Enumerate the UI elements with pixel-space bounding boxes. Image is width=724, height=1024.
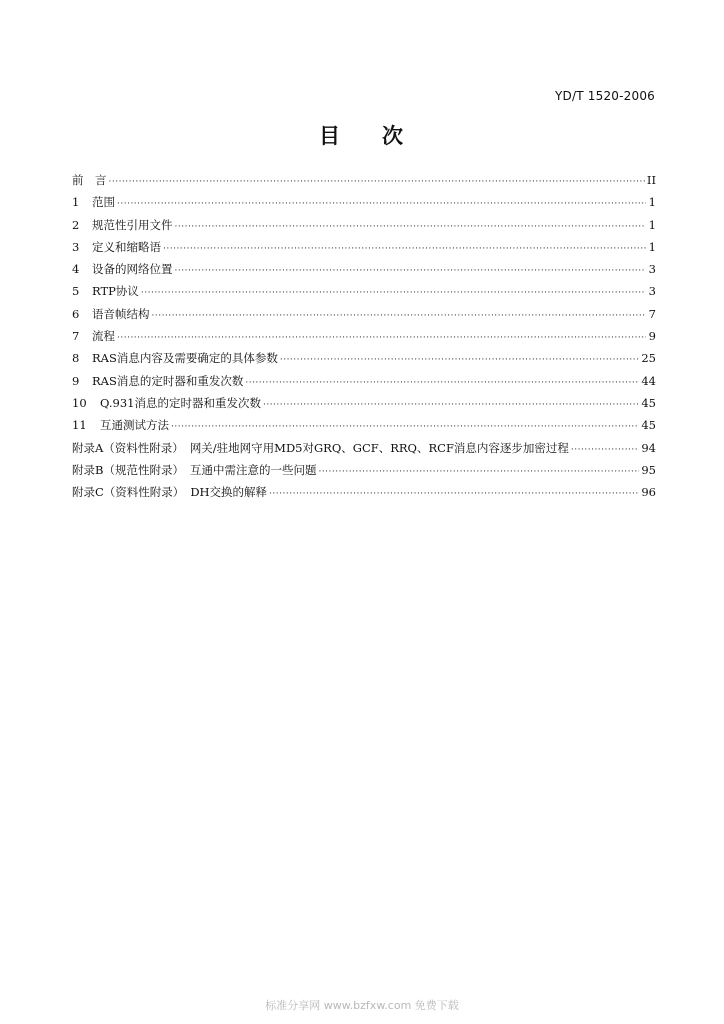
toc-entry-title: 语音帧结构 [92,306,150,321]
table-of-contents [72,172,656,506]
toc-entry-number: 2 [72,217,80,232]
toc-entry-9[interactable] [72,373,656,395]
toc-entry-page: 1 [648,239,656,254]
toc-entry-title: RAS消息的定时器和重发次数 [92,373,244,388]
toc-entry-title: 互通测试方法 [100,418,169,433]
toc-entry-page: II [646,173,656,187]
toc-entry-title: 定义和缩略语 [92,239,161,254]
dot-leader [263,400,639,410]
toc-entry-6[interactable] [72,306,656,328]
toc-entry-page: 9 [648,329,656,344]
toc-entry-preface[interactable] [72,172,656,194]
toc-entry-title: RTP协议 [92,284,139,299]
dot-leader [280,355,640,365]
toc-entry-title: 流程 [92,329,115,344]
toc-entry-page: 3 [648,262,656,277]
toc-entry-number: 附录A（资料性附录） [72,440,184,455]
toc-entry-11[interactable] [72,417,656,439]
toc-entry-number: 1 [72,195,80,210]
toc-entry-page: 3 [648,284,656,299]
dot-leader [571,445,639,455]
toc-entry-title: 规范性引用文件 [92,217,173,232]
toc-entry-page: 45 [641,395,656,410]
dot-leader [318,467,639,477]
toc-entry-title: Q.931消息的定时器和重发次数 [100,395,261,410]
toc-entry-7[interactable] [72,328,656,350]
dot-leader [117,199,646,209]
toc-entry-number: 10 [72,395,87,410]
dot-leader [141,288,646,298]
toc-entry-1[interactable] [72,194,656,216]
dot-leader [163,244,646,254]
toc-entry-page: 44 [641,373,656,388]
toc-entry-title: RAS消息内容及需要确定的具体参数 [92,351,278,366]
toc-entry-appendix-b[interactable] [72,462,656,484]
toc-entry-number: 5 [72,284,80,299]
dot-leader [269,489,639,499]
toc-entry-title: 范围 [92,195,115,210]
title-char-1: 目 [319,124,342,148]
dot-leader [152,311,647,321]
watermark-text: 标准分享网 www.bzfxw.com 免费下载 [265,999,459,1012]
toc-entry-10[interactable] [72,395,656,417]
toc-entry-appendix-a[interactable] [72,440,656,462]
toc-entry-number: 附录C（资料性附录） [72,485,185,500]
toc-entry-page: 95 [641,462,656,477]
toc-entry-appendix-c[interactable] [72,484,656,506]
toc-entry-number: 11 [72,418,87,433]
toc-entry-number: 附录B（规范性附录） [72,462,184,477]
toc-entry-page: 7 [648,306,656,321]
toc-entry-title: 互通中需注意的一些问题 [189,462,317,477]
toc-entry-8[interactable] [72,350,656,372]
dot-leader [171,422,639,432]
toc-entry-number: 6 [72,306,80,321]
page-title [0,120,724,150]
toc-entry-4[interactable] [72,261,656,283]
toc-entry-number: 前 言 [72,173,107,187]
toc-entry-title: 网关/驻地网守用MD5对GRQ、GCF、RRQ、RCF消息内容逐步加密过程 [189,440,569,455]
toc-entry-title: 设备的网络位置 [92,262,173,277]
toc-entry-2[interactable] [72,217,656,239]
toc-entry-page: 25 [641,351,656,366]
toc-entry-3[interactable] [72,239,656,261]
toc-entry-5[interactable] [72,283,656,305]
toc-entry-title: DH交换的解释 [190,485,268,500]
toc-entry-page: 96 [641,485,656,500]
toc-entry-number: 8 [72,351,80,366]
toc-entry-number: 7 [72,329,80,344]
toc-entry-number: 9 [72,373,80,388]
dot-leader [245,378,639,388]
toc-entry-page: 1 [648,217,656,232]
document-code: YD/T 1520-2006 [555,89,655,103]
toc-entry-page: 45 [641,418,656,433]
dot-leader [175,222,647,232]
dot-leader [175,266,647,276]
dot-leader [117,333,646,343]
dot-leader [109,177,645,187]
title-char-2: 次 [382,124,405,148]
toc-entry-page: 94 [641,440,656,455]
toc-entry-page: 1 [648,195,656,210]
toc-entry-number: 4 [72,262,80,277]
toc-entry-number: 3 [72,239,80,254]
